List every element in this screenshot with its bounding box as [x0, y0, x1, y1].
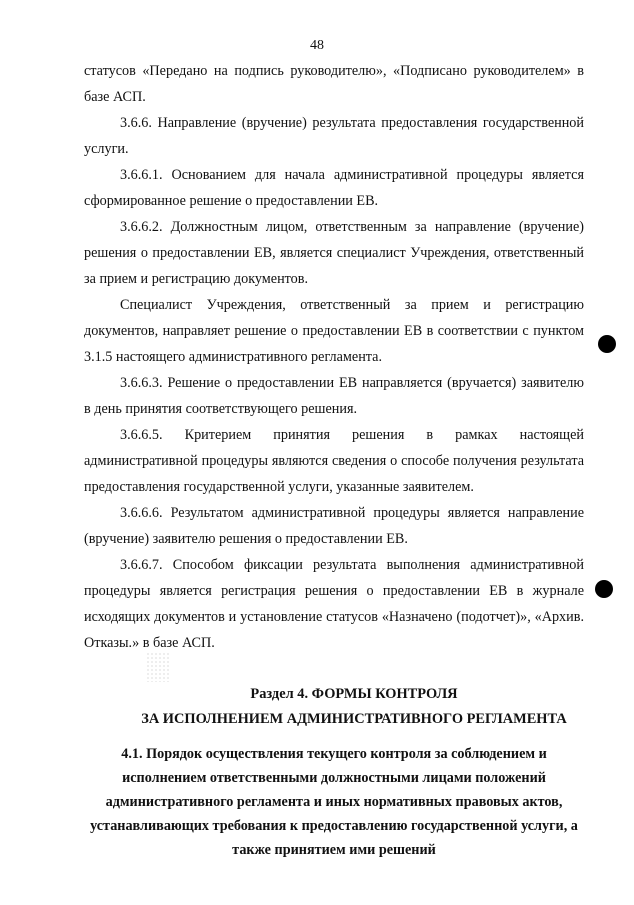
paragraph-3-6-6-6: 3.6.6.6. Результатом административной процедуры является направление (вручение) заявителю решения о предоставлении ЕВ. — [84, 505, 584, 547]
page-number: 48 — [310, 38, 324, 53]
punch-hole-mark — [595, 580, 613, 598]
punch-hole-mark — [598, 335, 616, 353]
scan-speckle — [146, 652, 170, 682]
paragraph-3-6-6-1: 3.6.6.1. Основанием для начала административной процедуры является сформированное решение о предоставлении ЕВ. — [84, 167, 584, 209]
paragraph-specialist: Специалист Учреждения, ответственный за прием и регистрацию документов, направляет решение о предоставлении ЕВ в соответствии с пунктом 3.1.5 настоящего административного регламента. — [84, 297, 584, 365]
section-title-line1: Раздел 4. ФОРМЫ КОНТРОЛЯ — [250, 686, 458, 702]
body-text — [84, 58, 584, 656]
paragraph-3-6-6: 3.6.6. Направление (вручение) результата предоставления государственной услуги. — [84, 115, 584, 157]
paragraph-3-6-6-5: 3.6.6.5. Критерием принятия решения в рамках настоящей административной процедуры являются сведения о способе получения результата предоставления государственной услуги, указанные заявителем. — [84, 427, 584, 495]
paragraph-3-6-6-3: 3.6.6.3. Решение о предоставлении ЕВ направляется (вручается) заявителю в день принятия соответствующего решения. — [84, 375, 584, 417]
section-title — [84, 682, 624, 732]
section-title-line2: ЗА ИСПОЛНЕНИЕМ АДМИНИСТРАТИВНОГО РЕГЛАМЕНТА — [141, 711, 567, 727]
paragraph-3-6-6-2: 3.6.6.2. Должностным лицом, ответственным за направление (вручение) решения о предоставлении ЕВ, является специалист Учреждения, ответственный за прием и регистрацию документов. — [84, 219, 584, 287]
paragraph-3-6-6-7: 3.6.6.7. Способом фиксации результата выполнения административной процедуры является регистрация решения о предоставлении ЕВ в журнале исходящих документов и установление статусов «Назначено (подотчет)», «Архив. Отказы.» в базе АСП. — [84, 557, 584, 651]
paragraph-statuses: статусов «Передано на подпись руководителю», «Подписано руководителем» в базе АСП. — [84, 63, 584, 105]
subsection-title: 4.1. Порядок осуществления текущего контроля за соблюдением и исполнением ответственными должностными лицами положений административного регламента и иных нормативных правовых актов, устанавливающих требования к предоставлению государственной услуги, а также принятием ими решений — [90, 746, 578, 858]
